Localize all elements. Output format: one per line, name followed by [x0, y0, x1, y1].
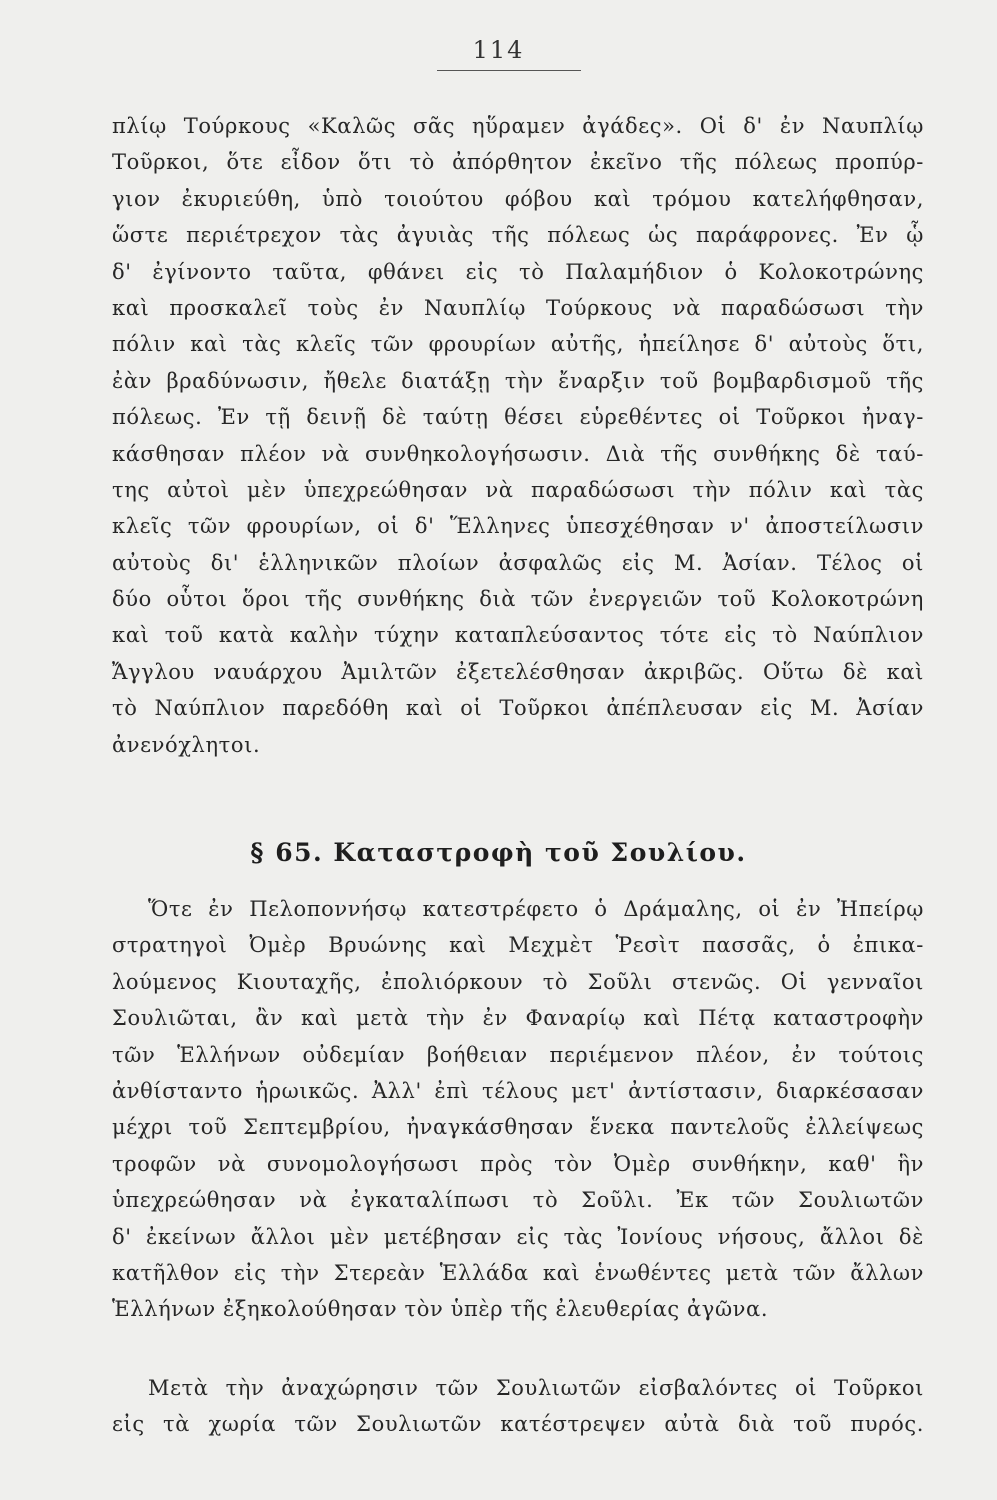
- text-line: στρατηγοὶ Ὀμὲρ Βρυώνης καὶ Μεχμὲτ Ῥεσὶτ πασσᾶς, ὁ ἐπικα-: [112, 933, 924, 958]
- text-line: της αὐτοὶ μὲν ὑπεχρεώθησαν νὰ παραδώσωσι τὴν πόλιν καὶ τὰς: [112, 477, 924, 502]
- paragraph-2: [112, 891, 924, 1328]
- text-line: καὶ τοῦ κατὰ καλὴν τύχην καταπλεύσαντος τότε εἰς τὸ Ναύπλιον: [112, 623, 924, 648]
- text-line: τροφῶν νὰ συνομολογήσωσι πρὸς τὸν Ὀμὲρ συνθήκην, καθ' ἣν: [112, 1151, 924, 1176]
- paragraph-3: [112, 1370, 924, 1443]
- text-line: πόλιν καὶ τὰς κλεῖς τῶν φρουρίων αὐτῆς, ἠπείλησε δ' αὐτοὺς ὅτι,: [112, 332, 924, 357]
- text-line: πλίῳ Τούρκους «Καλῶς σᾶς ηὕραμεν ἀγάδες». Οἱ δ' ἐν Ναυπλίῳ: [112, 114, 924, 138]
- text-line: ὥστε περιέτρεχον τὰς ἀγυιὰς τῆς πόλεως ὡς παράφρονες. Ἐν ᾧ: [112, 223, 924, 248]
- text-line: λούμενος Κιουταχῆς, ἐπολιόρκουν τὸ Σοῦλι στενῶς. Οἱ γενναῖοι: [112, 969, 924, 994]
- page-number: 114: [472, 36, 525, 64]
- text-line: τὸ Ναύπλιον παρεδόθη καὶ οἱ Τοῦρκοι ἀπέπλευσαν εἰς Μ. Ἀσίαν: [112, 696, 924, 721]
- text-line: Σουλιῶται, ἂν καὶ μετὰ τὴν ἐν Φαναρίῳ καὶ Πέτᾳ καταστροφὴν: [112, 1006, 924, 1031]
- text-line: ἀνθίσταντο ἡρωικῶς. Ἀλλ' ἐπὶ τέλους μετ' ἀντίστασιν, διαρκέσασαν: [112, 1078, 924, 1103]
- text-line: κατῆλθον εἰς τὴν Στερεὰν Ἑλλάδα καὶ ἑνωθέντες μετὰ τῶν ἄλλων: [112, 1260, 924, 1285]
- paragraph-1: [112, 108, 924, 763]
- text-line: Ἑλλήνων ἐξηκολούθησαν τὸν ὑπὲρ τῆς ἐλευθερίας ἀγῶνα.: [112, 1297, 769, 1322]
- text-line: ὑπεχρεώθησαν νὰ ἐγκαταλίπωσι τὸ Σοῦλι. Ἐκ τῶν Σουλιωτῶν: [112, 1188, 924, 1213]
- text-line: Ὅτε ἐν Πελοποννήσῳ κατεστρέφετο ὁ Δράμαλης, οἱ ἐν Ἠπείρῳ: [148, 897, 924, 921]
- section-heading: § 65. Καταστροφὴ τοῦ Σουλίου.: [250, 838, 747, 867]
- text-line: Μετὰ τὴν ἀναχώρησιν τῶν Σουλιωτῶν εἰσβαλόντες οἱ Τοῦρκοι: [148, 1376, 924, 1400]
- text-line: πόλεως. Ἐν τῇ δεινῇ δὲ ταύτῃ θέσει εὑρεθέντες οἱ Τοῦρκοι ἠναγ-: [112, 405, 924, 430]
- text-line: δ' ἐγίνοντο ταῦτα, φθάνει εἰς τὸ Παλαμήδιον ὁ Κολοκοτρώνης: [112, 259, 924, 284]
- text-line: κλεῖς τῶν φρουρίων, οἱ δ' Ἕλληνες ὑπεσχέθησαν ν' ἀποστείλωσιν: [112, 514, 924, 539]
- text-line: Τοῦρκοι, ὅτε εἶδον ὅτι τὸ ἀπόρθητον ἐκεῖνο τῆς πόλεως προπύρ-: [112, 150, 924, 175]
- header-rule: [437, 70, 581, 71]
- text-line: γιον ἐκυριεύθη, ὑπὸ τοιούτου φόβου καὶ τρόμου κατελήφθησαν,: [112, 186, 924, 211]
- text-line: τῶν Ἑλλήνων οὐδεμίαν βοήθειαν περιέμενον πλέον, ἐν τούτοις: [112, 1042, 924, 1067]
- text-line: δ' ἐκείνων ἄλλοι μὲν μετέβησαν εἰς τὰς Ἰονίους νήσους, ἄλλοι δὲ: [112, 1224, 924, 1249]
- text-line: ἐὰν βραδύνωσιν, ἤθελε διατάξῃ τὴν ἔναρξιν τοῦ βομβαρδισμοῦ τῆς: [112, 368, 924, 393]
- text-line: αὐτοὺς δι' ἑλληνικῶν πλοίων ἀσφαλῶς εἰς Μ. Ἀσίαν. Τέλος οἱ: [112, 550, 924, 575]
- text-line: εἰς τὰ χωρία τῶν Σουλιωτῶν κατέστρεψεν αὐτὰ διὰ τοῦ πυρός.: [112, 1412, 924, 1437]
- text-line: ἀνενόχλητοι.: [112, 732, 261, 757]
- text-line: μέχρι τοῦ Σεπτεμβρίου, ἠναγκάσθησαν ἕνεκα παντελοῦς ἐλλείψεως: [112, 1115, 924, 1140]
- text-line: κάσθησαν πλέον νὰ συνθηκολογήσωσιν. Διὰ τῆς συνθήκης δὲ ταύ-: [112, 441, 924, 466]
- text-line: καὶ προσκαλεῖ τοὺς ἐν Ναυπλίῳ Τούρκους νὰ παραδώσωσι τὴν: [112, 295, 924, 320]
- text-line: δύο οὗτοι ὅροι τῆς συνθήκης διὰ τῶν ἐνεργειῶν τοῦ Κολοκοτρώνη: [112, 587, 924, 612]
- text-line: Ἄγγλου ναυάρχου Ἀμιλτῶν ἐξετελέσθησαν ἀκριβῶς. Οὕτω δὲ καὶ: [112, 659, 924, 684]
